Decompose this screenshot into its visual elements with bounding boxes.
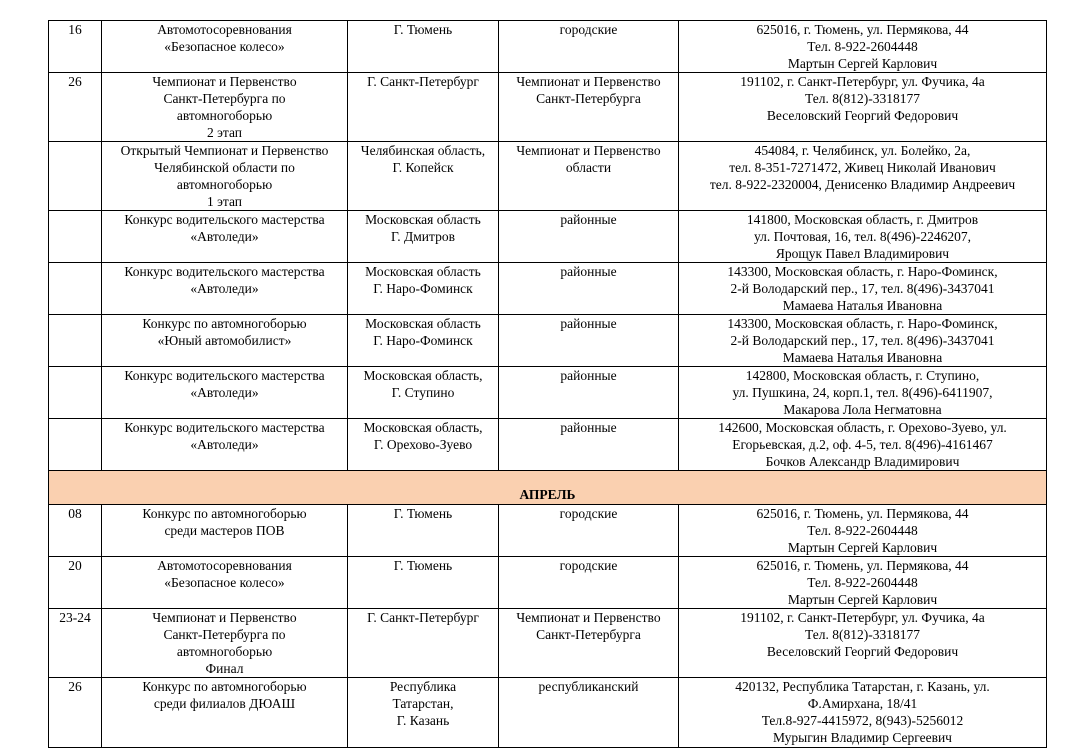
- table-row: [49, 678, 1047, 748]
- month-header: АПРЕЛЬ: [49, 471, 1047, 505]
- contact-cell-line: 143300, Московская область, г. Наро-Фоминск,: [727, 316, 998, 331]
- contact-cell-line: 625016, г. Тюмень, ул. Пермякова, 44: [756, 22, 969, 37]
- place-cell-line: Г. Копейск: [392, 160, 454, 175]
- table-row: [49, 211, 1047, 263]
- place-cell-line: Московская область: [365, 316, 481, 331]
- place-cell-line: Г. Наро-Фоминск: [373, 333, 473, 348]
- event-cell-line: 1 этап: [206, 194, 243, 209]
- level-cell-line: районные: [560, 316, 617, 331]
- place-cell-line: Г. Тюмень: [393, 558, 453, 573]
- contact-cell-line: Мамаева Наталья Ивановна: [782, 350, 943, 365]
- place-cell: [348, 315, 499, 367]
- contact-cell: [679, 21, 1047, 73]
- date-cell: 26: [49, 678, 102, 748]
- level-cell-line: городские: [559, 506, 618, 521]
- contact-cell-line: 143300, Московская область, г. Наро-Фоминск,: [727, 264, 998, 279]
- place-cell: [348, 263, 499, 315]
- event-cell-line: Автомотосоревнования: [157, 558, 292, 573]
- event-cell-line: Автомотосоревнования: [157, 22, 292, 37]
- contact-cell: [679, 505, 1047, 557]
- date-cell: [49, 263, 102, 315]
- contact-cell-line: Мартын Сергей Карлович: [787, 56, 938, 71]
- contact-cell: [679, 367, 1047, 419]
- table-row: [49, 73, 1047, 142]
- event-cell: [102, 211, 348, 263]
- event-cell: [102, 73, 348, 142]
- level-cell-line: районные: [560, 420, 617, 435]
- place-cell-line: Татарстан,: [392, 696, 454, 711]
- contact-cell: [679, 211, 1047, 263]
- event-cell-line: автомногоборью: [176, 644, 273, 659]
- contact-cell-line: Тел.8-927-4415972, 8(943)-5256012: [761, 713, 964, 728]
- level-cell: [499, 21, 679, 73]
- table-row: [49, 142, 1047, 211]
- level-cell: [499, 315, 679, 367]
- contact-cell-line: Веселовский Георгий Федорович: [766, 644, 959, 659]
- contact-cell-line: Мурыгин Владимир Сергеевич: [773, 730, 952, 745]
- contact-cell-line: 142800, Московская область, г. Ступино,: [745, 368, 980, 383]
- contact-cell: [679, 263, 1047, 315]
- level-cell: [499, 263, 679, 315]
- table-row: [49, 21, 1047, 73]
- contact-cell-line: 625016, г. Тюмень, ул. Пермякова, 44: [756, 558, 969, 573]
- level-cell: [499, 211, 679, 263]
- date-cell: 20: [49, 557, 102, 609]
- event-cell-line: «Автоледи»: [190, 281, 259, 296]
- contact-cell-line: Бочков Александр Владимирович: [765, 454, 960, 469]
- date-cell: 26: [49, 73, 102, 142]
- contact-cell-line: 191102, г. Санкт-Петербург, ул. Фучика, 4а: [740, 610, 985, 625]
- place-cell: [348, 678, 499, 748]
- level-cell-line: городские: [559, 558, 618, 573]
- date-cell: 08: [49, 505, 102, 557]
- table-row: [49, 505, 1047, 557]
- contact-cell-line: Тел. 8(812)-3318177: [805, 91, 920, 106]
- schedule-page: [48, 20, 1046, 748]
- event-cell-line: автомногоборью: [176, 108, 273, 123]
- event-cell-line: Конкурс по автомногоборью: [142, 316, 307, 331]
- place-cell: [348, 609, 499, 678]
- level-cell-line: Чемпионат и Первенство: [516, 74, 661, 89]
- date-cell: 16: [49, 21, 102, 73]
- place-cell: [348, 367, 499, 419]
- event-cell: [102, 315, 348, 367]
- date-cell: [49, 315, 102, 367]
- place-cell: [348, 505, 499, 557]
- table-row: [49, 557, 1047, 609]
- level-cell: [499, 367, 679, 419]
- event-cell-line: Финал: [205, 661, 244, 676]
- place-cell: [348, 21, 499, 73]
- contact-cell-line: ул. Пушкина, 24, корп.1, тел. 8(496)-6411907,: [732, 385, 993, 400]
- contact-cell-line: Тел. 8-922-2604448: [807, 575, 918, 590]
- event-cell-line: «Автоледи»: [190, 385, 259, 400]
- place-cell-line: Московская область: [365, 212, 481, 227]
- date-cell: 23-24: [49, 609, 102, 678]
- contact-cell-line: Макарова Лола Негматовна: [783, 402, 942, 417]
- event-cell: [102, 142, 348, 211]
- event-cell: [102, 263, 348, 315]
- level-cell-line: Чемпионат и Первенство: [516, 143, 661, 158]
- event-cell-line: Чемпионат и Первенство: [152, 74, 297, 89]
- event-cell-line: Челябинской области по: [154, 160, 295, 175]
- event-cell: [102, 557, 348, 609]
- event-cell: [102, 21, 348, 73]
- event-cell-line: «Юный автомобилист»: [157, 333, 292, 348]
- place-cell-line: Г. Казань: [396, 713, 450, 728]
- contact-cell-line: 625016, г. Тюмень, ул. Пермякова, 44: [756, 506, 969, 521]
- place-cell-line: Г. Тюмень: [393, 506, 453, 521]
- contact-cell-line: Мамаева Наталья Ивановна: [782, 298, 943, 313]
- level-cell: [499, 142, 679, 211]
- contact-cell-line: 2-й Володарский пер., 17, тел. 8(496)-3437041: [730, 333, 995, 348]
- level-cell-line: городские: [559, 22, 618, 37]
- month-row: [49, 471, 1047, 505]
- place-cell-line: Г. Ступино: [391, 385, 455, 400]
- event-cell-line: 2 этап: [206, 125, 243, 140]
- contact-cell-line: тел. 8-351-7271472, Живец Николай Иванович: [729, 160, 996, 175]
- contact-cell-line: Ф.Амирхана, 18/41: [807, 696, 918, 711]
- contact-cell-line: 142600, Московская область, г. Орехово-Зуево, ул.: [718, 420, 1007, 435]
- contact-cell-line: Веселовский Георгий Федорович: [766, 108, 959, 123]
- event-cell: [102, 367, 348, 419]
- level-cell: [499, 678, 679, 748]
- contact-cell-line: 191102, г. Санкт-Петербург, ул. Фучика, 4а: [740, 74, 985, 89]
- place-cell-line: Г. Дмитров: [391, 229, 455, 244]
- place-cell-line: Г. Орехово-Зуево: [373, 437, 473, 452]
- place-cell-line: Республика: [389, 679, 457, 694]
- level-cell-line: районные: [560, 212, 617, 227]
- place-cell-line: Московская область,: [363, 368, 483, 383]
- contact-cell: [679, 419, 1047, 471]
- level-cell-line: Чемпионат и Первенство: [516, 610, 661, 625]
- place-cell-line: Челябинская область,: [360, 143, 486, 158]
- event-cell: [102, 678, 348, 748]
- contact-cell-line: ул. Почтовая, 16, тел. 8(496)-2246207,: [754, 229, 971, 244]
- contact-cell-line: Тел. 8(812)-3318177: [805, 627, 920, 642]
- event-cell-line: Конкурс водительского мастерства: [124, 264, 325, 279]
- table-row: [49, 263, 1047, 315]
- event-cell-line: «Автоледи»: [190, 229, 259, 244]
- event-cell-line: среди филиалов ДЮАШ: [153, 696, 296, 711]
- event-cell-line: «Автоледи»: [190, 437, 259, 452]
- contact-cell: [679, 315, 1047, 367]
- contact-cell: [679, 142, 1047, 211]
- level-cell-line: республиканский: [538, 679, 639, 694]
- table-row: [49, 367, 1047, 419]
- contact-cell-line: 420132, Республика Татарстан, г. Казань, ул.: [735, 679, 990, 694]
- date-cell: [49, 419, 102, 471]
- date-cell: [49, 211, 102, 263]
- event-cell-line: «Безопасное колесо»: [164, 39, 285, 54]
- place-cell: [348, 73, 499, 142]
- contact-cell-line: Тел. 8-922-2604448: [807, 39, 918, 54]
- event-cell-line: Конкурс водительского мастерства: [124, 368, 325, 383]
- place-cell-line: Г. Тюмень: [393, 22, 453, 37]
- event-cell: [102, 609, 348, 678]
- date-cell: [49, 367, 102, 419]
- event-cell-line: Чемпионат и Первенство: [152, 610, 297, 625]
- events-table-body: [49, 21, 1047, 748]
- place-cell-line: Г. Санкт-Петербург: [367, 74, 479, 89]
- events-table: [48, 20, 1047, 748]
- contact-cell-line: Мартын Сергей Карлович: [787, 592, 938, 607]
- place-cell: [348, 557, 499, 609]
- place-cell: [348, 211, 499, 263]
- level-cell: [499, 609, 679, 678]
- date-cell: [49, 142, 102, 211]
- event-cell: [102, 505, 348, 557]
- contact-cell-line: Егорьевская, д.2, оф. 4-5, тел. 8(496)-4161467: [732, 437, 993, 452]
- level-cell-line: области: [565, 160, 612, 175]
- event-cell-line: Конкурс водительского мастерства: [124, 420, 325, 435]
- event-cell-line: «Безопасное колесо»: [164, 575, 285, 590]
- event-cell-line: Санкт-Петербурга по: [163, 91, 286, 106]
- level-cell-line: Санкт-Петербурга: [536, 91, 641, 106]
- place-cell-line: Московская область: [365, 264, 481, 279]
- event-cell-line: Конкурс по автомногоборью: [142, 506, 307, 521]
- level-cell: [499, 73, 679, 142]
- contact-cell-line: Ярощук Павел Владимирович: [775, 246, 950, 261]
- event-cell-line: среди мастеров ПОВ: [164, 523, 285, 538]
- event-cell-line: Санкт-Петербурга по: [163, 627, 286, 642]
- place-cell: [348, 142, 499, 211]
- table-row: [49, 419, 1047, 471]
- place-cell-line: Московская область,: [363, 420, 483, 435]
- level-cell: [499, 505, 679, 557]
- event-cell-line: Открытый Чемпионат и Первенство: [120, 143, 329, 158]
- event-cell-line: Конкурс водительского мастерства: [124, 212, 325, 227]
- level-cell-line: районные: [560, 264, 617, 279]
- contact-cell-line: Мартын Сергей Карлович: [787, 540, 938, 555]
- level-cell-line: Санкт-Петербурга: [536, 627, 641, 642]
- event-cell-line: Конкурс по автомногоборью: [142, 679, 307, 694]
- place-cell-line: Г. Санкт-Петербург: [367, 610, 479, 625]
- contact-cell-line: Тел. 8-922-2604448: [807, 523, 918, 538]
- contact-cell: [679, 557, 1047, 609]
- place-cell: [348, 419, 499, 471]
- event-cell: [102, 419, 348, 471]
- contact-cell-line: 2-й Володарский пер., 17, тел. 8(496)-3437041: [730, 281, 995, 296]
- contact-cell: [679, 73, 1047, 142]
- table-row: [49, 609, 1047, 678]
- table-row: [49, 315, 1047, 367]
- contact-cell-line: 141800, Московская область, г. Дмитров: [746, 212, 979, 227]
- event-cell-line: автомногоборью: [176, 177, 273, 192]
- level-cell-line: районные: [560, 368, 617, 383]
- contact-cell-line: тел. 8-922-2320004, Денисенко Владимир Андреевич: [709, 177, 1016, 192]
- level-cell: [499, 557, 679, 609]
- contact-cell: [679, 678, 1047, 748]
- contact-cell: [679, 609, 1047, 678]
- contact-cell-line: 454084, г. Челябинск, ул. Болейко, 2а,: [754, 143, 971, 158]
- place-cell-line: Г. Наро-Фоминск: [373, 281, 473, 296]
- level-cell: [499, 419, 679, 471]
